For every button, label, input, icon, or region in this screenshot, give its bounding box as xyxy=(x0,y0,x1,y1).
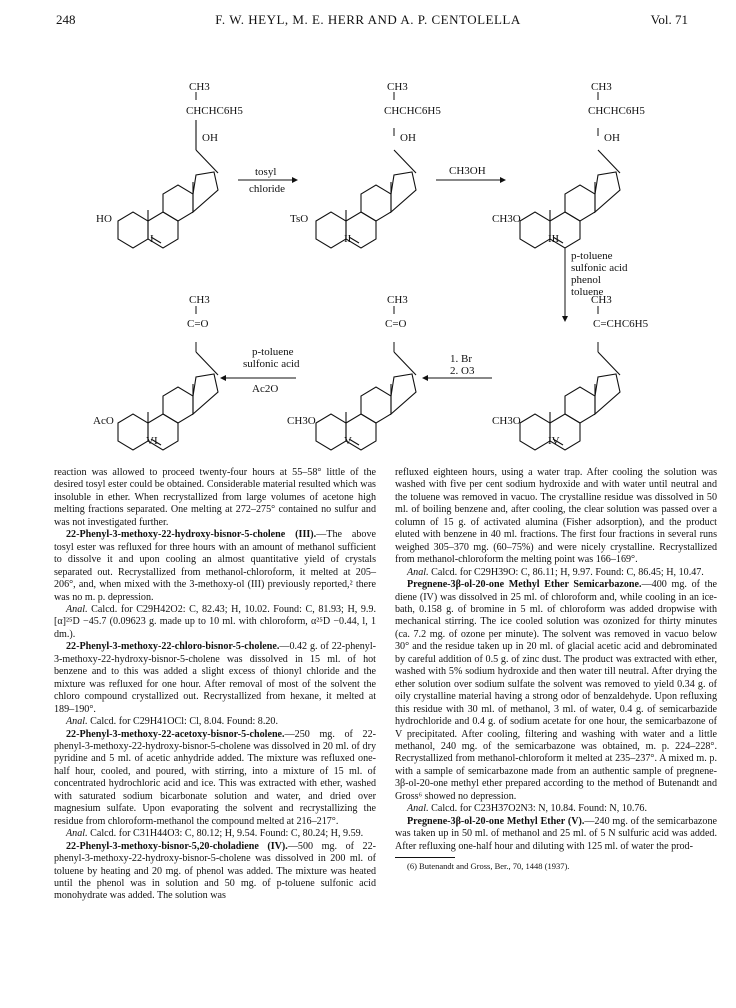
carbonyl-label: C=O xyxy=(385,318,407,330)
compound-i-structure xyxy=(96,81,243,248)
paragraph: 22-Phenyl-3-methoxy-22-chloro-bisnor-5-cholene.—0.42 g. of 22-phenyl-3-methoxy-22-hydroxy-bisnor-5-cholene was dissolved in 15 ml. of hot benzene and to this was added a slight excess of thionyl chloride and the mixture was refluxed for one hour. After removal of most of the solvent the chloro compound crystallized out. Recrystallized from hexane, it melted at 189–190°. xyxy=(54,641,376,715)
compound-iii-structure xyxy=(492,81,645,248)
compound-ii-structure xyxy=(290,81,441,248)
ch3o-label: CH3O xyxy=(492,213,521,225)
paragraph: 22-Phenyl-3-methoxy-bisnor-5,20-choladiene (IV).—500 mg. of 22-phenyl-3-methoxy-22-hydroxy-bisnor-5-cholene was dissolved in 200 ml. of toluene by heating and 20 mg. of phenol was added. The mixture was heated until the phenol was in solution and 50 mg. of p-toluene sulfonic acid monohydrate was added. The solution was xyxy=(54,840,376,902)
ch3o-label: CH3O xyxy=(287,415,316,427)
running-title: F. W. HEYL, M. E. HERR AND A. P. CENTOLELLA xyxy=(215,12,521,27)
analysis: Anal. Calcd. for C29H41OCl: Cl, 8.04. Found: 8.20. xyxy=(66,716,278,728)
ch3-label: CH3 xyxy=(387,81,408,93)
ch3-label: CH3 xyxy=(591,81,612,93)
paragraph: reaction was allowed to proceed twenty-four hours at 55–58° little of the desired tosyl ester could be obtained. Considerable material resulted which was insoluble in ether. When recrystallized from large volumes of acetone high melting fractions separated. One melting at 272–275° contained no sulfur and was not investigated further. xyxy=(54,467,376,528)
oh-label: OH xyxy=(400,132,416,144)
ch3-label: CH3 xyxy=(189,294,210,306)
section-heading: 22-Phenyl-3-methoxy-bisnor-5,20-choladiene (IV). xyxy=(66,840,288,852)
page-number: 248 xyxy=(56,12,76,27)
paragraph: refluxed eighteen hours, using a water trap. After cooling the solution was washed with five per cent sodium hydroxide and with water until neutral and the toluene was removed in vacuo. The crystalline residue was dissolved in 50 ml. of boiling benzene and, after cooling, the clear solution was passed over a column of 15 g. of activated alumina (Fisher adsorption), and the product eluted with benzene in 40 ml. fractions. The first four fractions in several runs weighed 305–370 mg. (60–75%) and were nicely crystalline. Recrystallized from methanol-chloroform the melting point was 166–169°. xyxy=(395,467,717,566)
analysis: Anal. Calcd. for C29H42O2: C, 82.43; H, 10.02. Found: C, 81.93; H, 9.9. [α]²⁵D −45.7 (0.09623 g. made up to 10 ml. with chloroform, α²⁵D −0.44, l, 1 dm.). xyxy=(54,603,376,640)
side-chain-label: CHCHC6H5 xyxy=(186,105,243,117)
paragraph: 22-Phenyl-3-methoxy-22-hydroxy-bisnor-5-cholene (III).—The above tosyl ester was refluxed for three hours with an amount of methanol sufficient to dissolve it and upon cooling an almost quantitative yield of crystals separated out. Recrystallized from methanol-chloroform, it melted at 205–206°, and, when mixed with the 3-methoxy-ol (III) previously reported,² there was no m. p. depression. xyxy=(54,529,376,603)
reagent-toluene-sulfonic: p-toluene xyxy=(252,346,294,358)
reagent-methanol: CH3OH xyxy=(449,165,486,177)
ho-label: HO xyxy=(96,213,112,225)
section-heading: 22-Phenyl-3-methoxy-22-acetoxy-bisnor-5-cholene. xyxy=(66,728,285,740)
compound-v-number: V xyxy=(344,435,352,447)
reaction-scheme xyxy=(0,35,736,460)
ch3o-label: CH3O xyxy=(492,415,521,427)
aco-label: AcO xyxy=(93,415,114,427)
section-heading: 22-Phenyl-3-methoxy-22-hydroxy-bisnor-5-cholene (III). xyxy=(66,529,317,541)
volume-label: Vol. 71 xyxy=(650,12,688,27)
ch3-label: CH3 xyxy=(591,294,612,306)
reagent-tosyl: tosyl xyxy=(255,166,277,178)
side-chain-label: CHCHC6H5 xyxy=(588,105,645,117)
reagent-toluene: toluene xyxy=(571,286,604,298)
ch3-label: CH3 xyxy=(387,294,408,306)
compound-i-number: I xyxy=(150,233,154,245)
compound-iii-number: III xyxy=(548,233,559,245)
analysis: Anal. Calcd. for C23H37O2N3: N, 10.84. Found: N, 10.76. xyxy=(407,803,648,815)
section-heading: Pregnene-3β-ol-20-one Methyl Ether Semicarbazone. xyxy=(407,579,642,591)
analysis: Anal. Calcd. for C29H39O: C, 86.11; H, 9.97. Found: C, 86.45; H, 10.47. xyxy=(407,566,704,578)
reagent-phenol: phenol xyxy=(571,274,601,286)
reagent-chloride: chloride xyxy=(249,183,286,195)
reagent-acetic-anhydride: Ac2O xyxy=(252,383,279,395)
oh-label: OH xyxy=(604,132,620,144)
ch3-label: CH3 xyxy=(189,81,210,93)
footnote-rule xyxy=(395,857,455,858)
left-text-column xyxy=(54,467,376,903)
carbonyl-label: C=O xyxy=(187,318,209,330)
right-text-column xyxy=(395,467,717,872)
compound-v-structure xyxy=(287,294,416,450)
footnote: (6) Butenandt and Gross, Ber., 70, 1448 (1937). xyxy=(407,861,570,872)
paragraph: Pregnene-3β-ol-20-one Methyl Ether Semicarbazone.—400 mg. of the diene (IV) was dissolved in 25 ml. of chloroform and, while cooling in an ice-bath, 0.158 g. of bromine in 5 ml. of chloroform was added dropwise with mechanical stirring. The ice cooled solution was ozonized for thirty minutes (ca. 7.2 mg. of ozone per minute). The solvent was removed in vacuo below 30° and the residue taken up in 20 ml. of glacial acetic acid and debrominated by careful addition of 0.5 g. of zinc dust. The product was extracted with ether, washed with 5% sodium hydroxide and then water till neutral. After drying the ether solution over sodium sulfate the solvent was removed to yield 0.34 g. of oily crystalline material having a strong odor of benzaldehyde. Upon refluxing this residue with 30 ml. of methanol, 3 ml. of water, 0.4 g. of semicarbazide hydrochloride and 0.4 g. of sodium acetate for one hour, the semicarbazone of V precipitated. After cooling, filtering and washing with water and a little methanol, 240 mg. of the semicarbazone was obtained, m. p. 224–228°. Recrystallized from methanol-chloroform it melted at 235–237°. A mixed m. p. with a sample of semicarbazone made from an authentic sample of pregnene-3β-ol-20-one methyl ether prepared according to the method of Butenandt and Gross⁶ showed no depression. xyxy=(395,579,717,802)
reagent-toluene-sulfonic: p-toluene xyxy=(571,250,613,262)
reagent-sulfonic-acid: sulfonic acid xyxy=(243,358,300,370)
paragraph: 22-Phenyl-3-methoxy-22-acetoxy-bisnor-5-cholene.—250 mg. of 22-phenyl-3-methoxy-22-hydroxy-bisnor-5-cholene was dissolved in 20 ml. of dry pyridine and 5 ml. of acetic anhydride added. The mixture was refluxed one-half hour, cooled, and poured, with stirring, into a mixture of 15 ml. of concentrated hydrochloric acid and ice. This was extracted with ether, washed with saturated sodium bicarbonate solution and water, and dried over magnesium sulfate. Upon evaporating the solvent and recrystallizing the residue from chloroform-methanol the compound melted at 216–217°. xyxy=(54,728,376,827)
page-header xyxy=(0,12,736,32)
paragraph: Pregnene-3β-ol-20-one Methyl Ether (V).—240 mg. of the semicarbazone was taken up in 50 ml. of methanol and 25 ml. of 5 N sulfuric acid was added. After refluxing one-half hour and diluting with 125 ml. of water the prod- xyxy=(395,815,717,852)
side-chain-label: CHCHC6H5 xyxy=(384,105,441,117)
compound-vi-structure xyxy=(93,294,218,450)
reagent-sulfonic-acid: sulfonic acid xyxy=(571,262,628,274)
compound-iv-number: IV xyxy=(548,435,560,447)
compound-ii-number: II xyxy=(344,233,352,245)
analysis: Anal. Calcd. for C31H44O3: C, 80.12; H, 9.54. Found: C, 80.24; H, 9.59. xyxy=(66,828,364,840)
reagent-ozone: 2. O3 xyxy=(450,365,475,377)
compound-iv-structure xyxy=(492,294,649,450)
benzylidene-label: C=CHC6H5 xyxy=(593,318,649,330)
tso-label: TsO xyxy=(290,213,309,225)
compound-vi-number: VI xyxy=(146,435,158,447)
section-heading: Pregnene-3β-ol-20-one Methyl Ether (V). xyxy=(407,815,585,827)
reagent-bromine: 1. Br xyxy=(450,353,472,365)
oh-label: OH xyxy=(202,132,218,144)
section-heading: 22-Phenyl-3-methoxy-22-chloro-bisnor-5-cholene. xyxy=(66,641,280,653)
